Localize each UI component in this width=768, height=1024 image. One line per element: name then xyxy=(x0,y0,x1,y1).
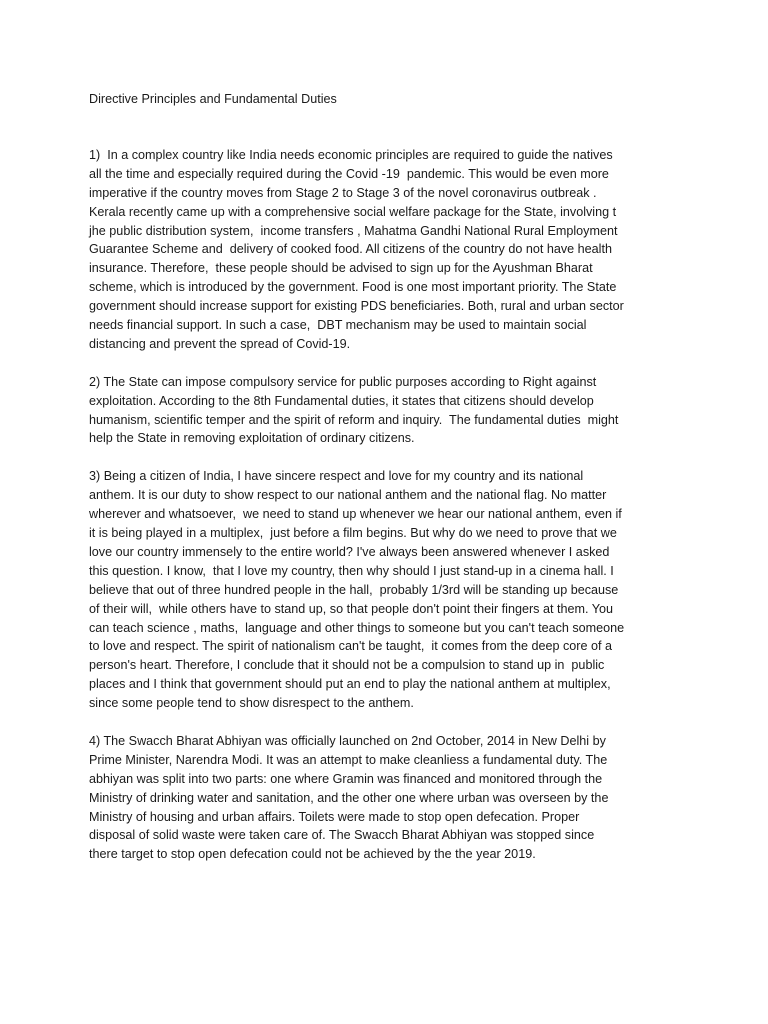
paragraph-line: anthem. It is our duty to show respect to our national anthem and the national flag. No matter xyxy=(89,488,607,503)
paragraph-line: abhiyan was split into two parts: one where Gramin was financed and monitored through the xyxy=(89,771,603,786)
paragraph-line: insurance. Therefore, these people should be advised to sign up for the Ayushman Bharat xyxy=(89,261,593,276)
paragraph-line: can teach science , maths, language and other things to someone but you can't teach someone xyxy=(89,620,625,635)
paragraph-line: disposal of solid waste were taken care of. The Swacch Bharat Abhiyan was stopped since xyxy=(89,828,595,843)
paragraph-line: person's heart. Therefore, I conclude that it should not be a compulsion to stand up in public xyxy=(89,658,605,673)
paragraph-line: there target to stop open defecation could not be achieved by the the year 2019. xyxy=(89,847,536,862)
paragraph-line: 2) The State can impose compulsory service for public purposes according to Right against xyxy=(89,374,597,389)
paragraph-4 xyxy=(89,732,691,864)
paragraph-line: Prime Minister, Narendra Modi. It was an attempt to make cleanliess a fundamental duty. The xyxy=(89,752,608,767)
document-body xyxy=(89,90,691,883)
paragraph-line: places and I think that government should put an end to play the national anthem at multiplex, xyxy=(89,677,611,692)
document-title: Directive Principles and Fundamental Duties xyxy=(89,92,337,106)
paragraph-line: 4) The Swacch Bharat Abhiyan was officially launched on 2nd October, 2014 in New Delhi by xyxy=(89,733,606,748)
paragraph-line: this question. I know, that I love my country, then why should I just stand-up in a cinema hall. I xyxy=(89,563,614,578)
paragraph-line: needs financial support. In such a case, DBT mechanism may be used to maintain social xyxy=(89,318,587,333)
paragraph-line: Guarantee Scheme and delivery of cooked food. All citizens of the country do not have health xyxy=(89,242,612,257)
paragraph-line: help the State in removing exploitation of ordinary citizens. xyxy=(89,431,415,446)
paragraph-line: distancing and prevent the spread of Covid-19. xyxy=(89,336,351,351)
paragraph-line: of their will, while others have to stand up, so that people don't point their fingers at them. You xyxy=(89,601,613,616)
paragraph-1 xyxy=(89,146,691,354)
paragraph-line: to love and respect. The spirit of nationalism can't be taught, it comes from the deep core of a xyxy=(89,639,612,654)
paragraph-line: it is being played in a multiplex, just before a film begins. But why do we need to prove that we xyxy=(89,526,617,540)
paragraph-3 xyxy=(89,467,691,713)
paragraph-line: since some people tend to show disrespect to the anthem. xyxy=(89,696,414,711)
paragraph-line: believe that out of three hundred people in the hall, probably 1/3rd will be standing up because xyxy=(89,582,619,597)
paragraph-line: Ministry of drinking water and sanitation, and the other one where urban was overseen by the xyxy=(89,790,609,805)
paragraph-line: love our country immensely to the entire world? I've always been answered whenever I asked xyxy=(89,544,610,559)
paragraph-2 xyxy=(89,373,691,449)
paragraph-line: jhe public distribution system, income transfers , Mahatma Gandhi National Rural Employment xyxy=(89,223,618,238)
paragraph-line: Kerala recently came up with a comprehensive social welfare package for the State, involving t xyxy=(89,204,617,219)
paragraph-line: 3) Being a citizen of India, I have sincere respect and love for my country and its national xyxy=(89,469,584,484)
paragraph-list xyxy=(89,146,691,864)
paragraph-line: wherever and whatsoever, we need to stand up whenever we hear our national anthem, even if xyxy=(89,507,622,522)
paragraph-line: imperative if the country moves from Stage 2 to Stage 3 of the novel coronavirus outbreak . xyxy=(89,185,597,200)
paragraph-line: all the time and especially required during the Covid -19 pandemic. This would be even more xyxy=(89,166,609,181)
paragraph-line: scheme, which is introduced by the government. Food is one most important priority. The State xyxy=(89,280,617,295)
paragraph-line: Ministry of housing and urban affairs. Toilets were made to stop open defecation. Proper xyxy=(89,809,580,824)
paragraph-line: government should increase support for existing PDS beneficiaries. Both, rural and urban sector xyxy=(89,299,624,314)
paragraph-line: 1) In a complex country like India needs economic principles are required to guide the natives xyxy=(89,147,613,162)
paragraph-line: humanism, scientific temper and the spirit of reform and inquiry. The fundamental duties might xyxy=(89,412,619,427)
paragraph-line: exploitation. According to the 8th Fundamental duties, it states that citizens should develop xyxy=(89,393,594,408)
